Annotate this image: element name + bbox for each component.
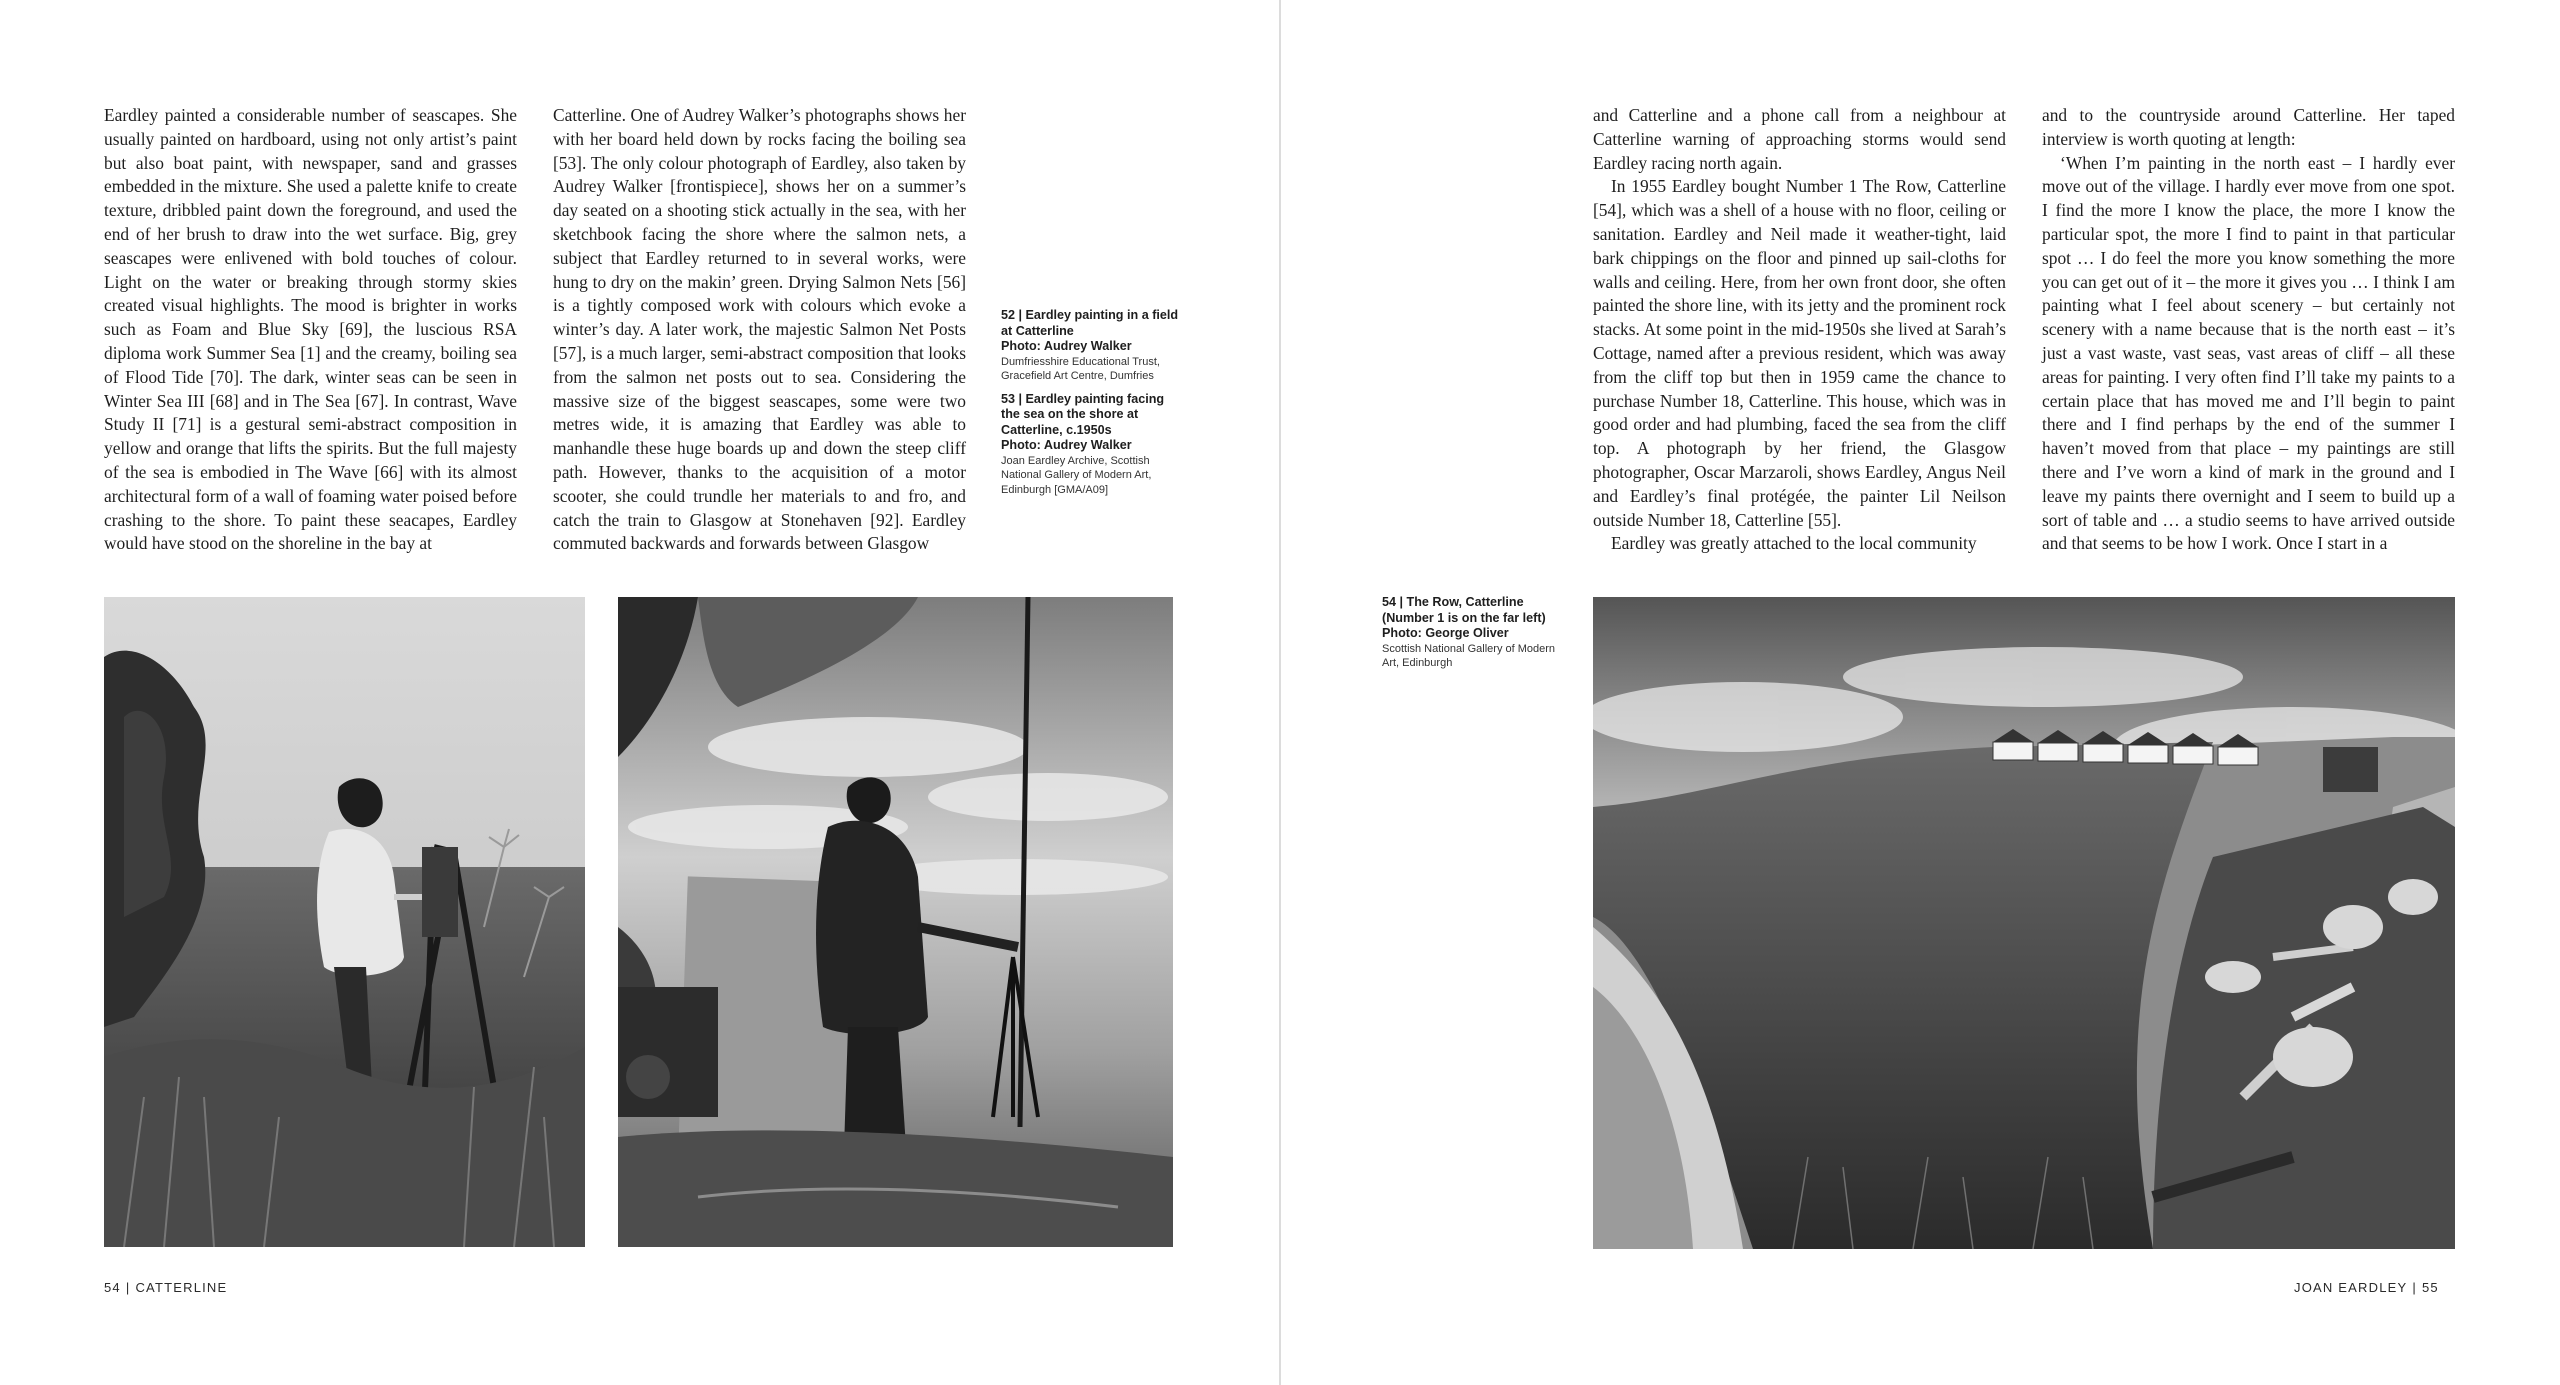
body-paragraph: and Catterline and a phone call from a neighbour at Catterline warning of approaching storms would send Eardley racing north again. (1593, 105, 2006, 173)
right-column-1 (1593, 104, 2006, 556)
section-name: CATTERLINE (135, 1280, 228, 1295)
caption-heading: 53 | Eardley painting facing the sea on the shore at Catterline, c.1950s (1001, 391, 1165, 437)
photo-53 (618, 597, 1173, 1247)
left-column-2 (553, 104, 966, 556)
caption-credit: Photo: Audrey Walker (1001, 339, 1132, 353)
right-page (1281, 0, 2560, 1385)
folio-left (104, 1280, 227, 1295)
caption-source: Joan Eardley Archive, Scottish National Gallery of Modern Art, Edinburgh [GMA/A09] (1001, 454, 1152, 496)
page-number: 55 (2421, 1280, 2439, 1295)
body-paragraph: Eardley painted a considerable number of seascapes. She usually painted on hardboard, using not only artist’s paint but also boat paint, with newspaper, sand and grasses embedded in the mixture. She used a palette knife to create texture, dribbled paint down the foreground, and used the end of her brush to draw into the wet surface. Big, grey seascapes were enlivened with bold touches of colour. Light on the water or breaking through stormy skies created visual highlights. The mood is brighter in works such as Foam and Blue Sky [69], the luscious RSA diploma work Summer Sea [1] and the creamy, boiling sea of Flood Tide [70]. The dark, winter seas can be seen in Winter Sea III [68] and in The Sea [67]. In contrast, Wave Study II [71] is a gestural semi-abstract composition in yellow and orange that lifts the spirits. But the full majesty of the sea is embodied in The Wave [66] with its almost architectural form of a wall of foaming water poised before crashing to the shore. To paint these seacapes, Eardley would have stood on the shoreline in the bay at (104, 105, 517, 554)
caption-credit: Photo: Audrey Walker (1001, 438, 1132, 452)
left-page (0, 0, 1279, 1385)
captions-52-53 (1001, 308, 1181, 505)
left-column-1 (104, 104, 517, 556)
body-paragraph: and to the countryside around Catterline. Her taped interview is worth quoting at length: (2042, 105, 2455, 149)
photo-53-image (618, 597, 1173, 1247)
photo-52-image (104, 597, 585, 1247)
folio-separator: | (125, 1280, 131, 1295)
folio-separator: | (2412, 1280, 2417, 1295)
body-paragraph: In 1955 Eardley bought Number 1 The Row, Catterline [54], which was a shell of a house with no floor, ceiling or sanitation. Eardley and Neil made it weather-tight, laid bark chippings on the floor and pinned up sail-cloths for walls and ceiling. Here, from her own front door, she often painted the shore line, with its jetty and the prominent rock stacks. At some point in the mid-1950s she lived at Sarah’s Cottage, named after a previous resident, which was away from the cliff top but then in 1959 came the chance to purchase Number 18, Catterline. This house, which was in good order and had plumbing, faced the sea from the cliff top. A photograph by her friend, the Glasgow photographer, Oscar Marzaroli, shows Eardley, Angus Neil and Eardley’s final protégée, the painter Lil Neilson outside Number 18, Catterline [55]. (1593, 176, 2006, 530)
caption-heading: 52 | Eardley painting in a field at Catterline (1001, 308, 1179, 338)
caption-source: Dumfriesshire Educational Trust, Gracefield Art Centre, Dumfries (1001, 355, 1160, 382)
body-paragraph: ‘When I’m painting in the north east – I hardly ever move out of the village. I hardly ever move from one spot. I find the more I know the place, the more I know the particular spot, the more I find to paint in that particular spot … I do feel the more you know something the more you can get out of it – the more it gives you … I think I am painting what I feel about scenery – but certainly not scenery with a name because that is the north east – it’s just a vast waste, vast seas, vast areas of cliff – all these areas for painting. I very often find I’ll take my paints to a certain place that has moved me and I’ll begin to paint there and I find perhaps by the end of the summer I haven’t moved from that place – my paintings are still there and I’ve worn a kind of mark in the ground and I leave my paints there overnight and I seem to build up a sort of table and … a studio seems to have arrived outside and that seems to be how I work. Once I start in a (2042, 152, 2455, 554)
photo-54 (1593, 597, 2455, 1249)
photo-52 (104, 597, 585, 1247)
caption-52 (1001, 308, 1181, 384)
section-name: JOAN EARDLEY (2294, 1280, 2408, 1295)
body-paragraph: Catterline. One of Audrey Walker’s photographs shows her with her board held down by rocks facing the boiling sea [53]. The only colour photograph of Eardley, also taken by Audrey Walker [frontispiece], shows her on a summer’s day seated on a shooting stick actually in the sea, with her sketchbook facing the shore where the salmon nets, a subject that Eardley returned to in several works, were hung to dry on the makin’ green. Drying Salmon Nets [56] is a tightly composed work with colours which evoke a winter’s day. A later work, the majestic Salmon Net Posts [57], is a much larger, semi-abstract composition that looks from the salmon net posts out to sea. Considering the massive size of the biggest seascapes, some were two metres wide, it is amazing that Eardley was able to manhandle these huge boards up and down the steep cliff path. However, thanks to the acquisition of a motor scooter, she could trundle her materials to and fro, and catch the train to Glasgow at Stonehaven [92]. Eardley commuted backwards and forwards between Glasgow (553, 105, 966, 554)
caption-source: Scottish National Gallery of Modern Art, Edinburgh (1382, 642, 1556, 669)
caption-53 (1001, 392, 1181, 498)
photo-54-image (1593, 597, 2455, 1249)
body-paragraph: Eardley was greatly attached to the local community (1611, 533, 1977, 554)
page-number: 54 (104, 1280, 121, 1295)
caption-heading: 54 | The Row, Catterline (Number 1 is on the far left) (1382, 595, 1546, 625)
right-column-2 (2042, 104, 2455, 556)
caption-credit: Photo: George Oliver (1382, 626, 1509, 640)
folio-right (2294, 1280, 2439, 1295)
caption-54 (1382, 595, 1567, 671)
